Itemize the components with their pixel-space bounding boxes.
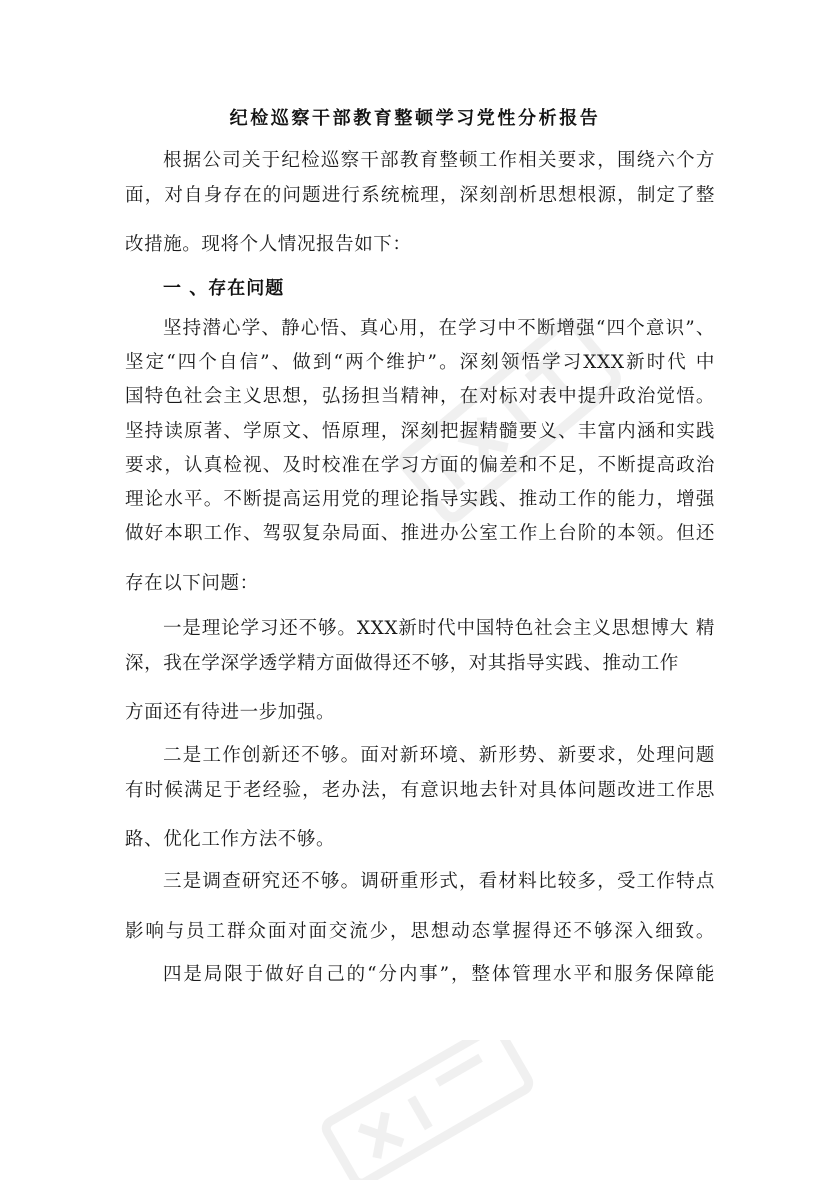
intro-line: 改措施。现将个人情况报告如下： (125, 234, 412, 255)
body-line: 坚持读原著、学原文、悟原理，深刻把握精髓要义、丰富内涵和实践 (125, 421, 715, 442)
body-line: 要求，认真检视、及时校准在学习方面的偏差和不足，不断提高政治 (125, 455, 715, 476)
watermark-icon (300, 1040, 560, 1180)
problem-line: 深，我在学深学透学精方面做得还不够，对其指导实践、推动工作 (125, 653, 679, 674)
body-line: 坚定“四个自信”、做到“两个维护”。深刻领悟学习XXX新时代 中 (125, 352, 715, 373)
problem-line: 有时候满足于老经验，老办法，有意识地去针对具体问题改进工作思 (125, 780, 715, 801)
page-title: 纪检巡察干部教育整顿学习党性分析报告 (229, 108, 601, 129)
body-line: 理论水平。不断提高运用党的理论指导实践、推动工作的能力，增强 (125, 489, 715, 510)
section-heading: 一 、存在问题 (163, 278, 285, 299)
intro-line: 面，对自身存在的问题进行系统梳理，深刻剖析思想根源，制定了整 (125, 185, 715, 206)
problem-line: 影响与员工群众面对面交流少，思想动态掌握得还不够深入细致。 (125, 921, 715, 942)
body-line: 国特色社会主义思想，弘扬担当精神，在对标对表中提升政治觉悟。 (125, 386, 715, 407)
problem-line: 四是局限于做好自己的“分内事”，整体管理水平和服务保障能 (163, 964, 715, 985)
body-line: 坚持潜心学、静心悟、真心用，在学习中不断增强“四个意识”、 (163, 318, 715, 339)
intro-line: 根据公司关于纪检巡察干部教育整顿工作相关要求，围绕六个方 (163, 150, 715, 171)
body-line: 做好本职工作、驾驭复杂局面、推进办公室工作上台阶的本领。但还 (125, 523, 715, 544)
problem-line: 路、优化工作方法不够。 (125, 829, 336, 850)
problem-line: 二是工作创新还不够。面对新环境、新形势、新要求，处理问题 (163, 745, 715, 766)
problem-line: 方面还有待进一步加强。 (125, 702, 336, 723)
body-line: 存在以下问题： (125, 573, 259, 594)
problem-line: 三是调查研究还不够。调研重形式，看材料比较多，受工作特点 (163, 871, 715, 892)
problem-line: 一是理论学习还不够。XXX新时代中国特色社会主义思想博大 精 (163, 618, 715, 639)
